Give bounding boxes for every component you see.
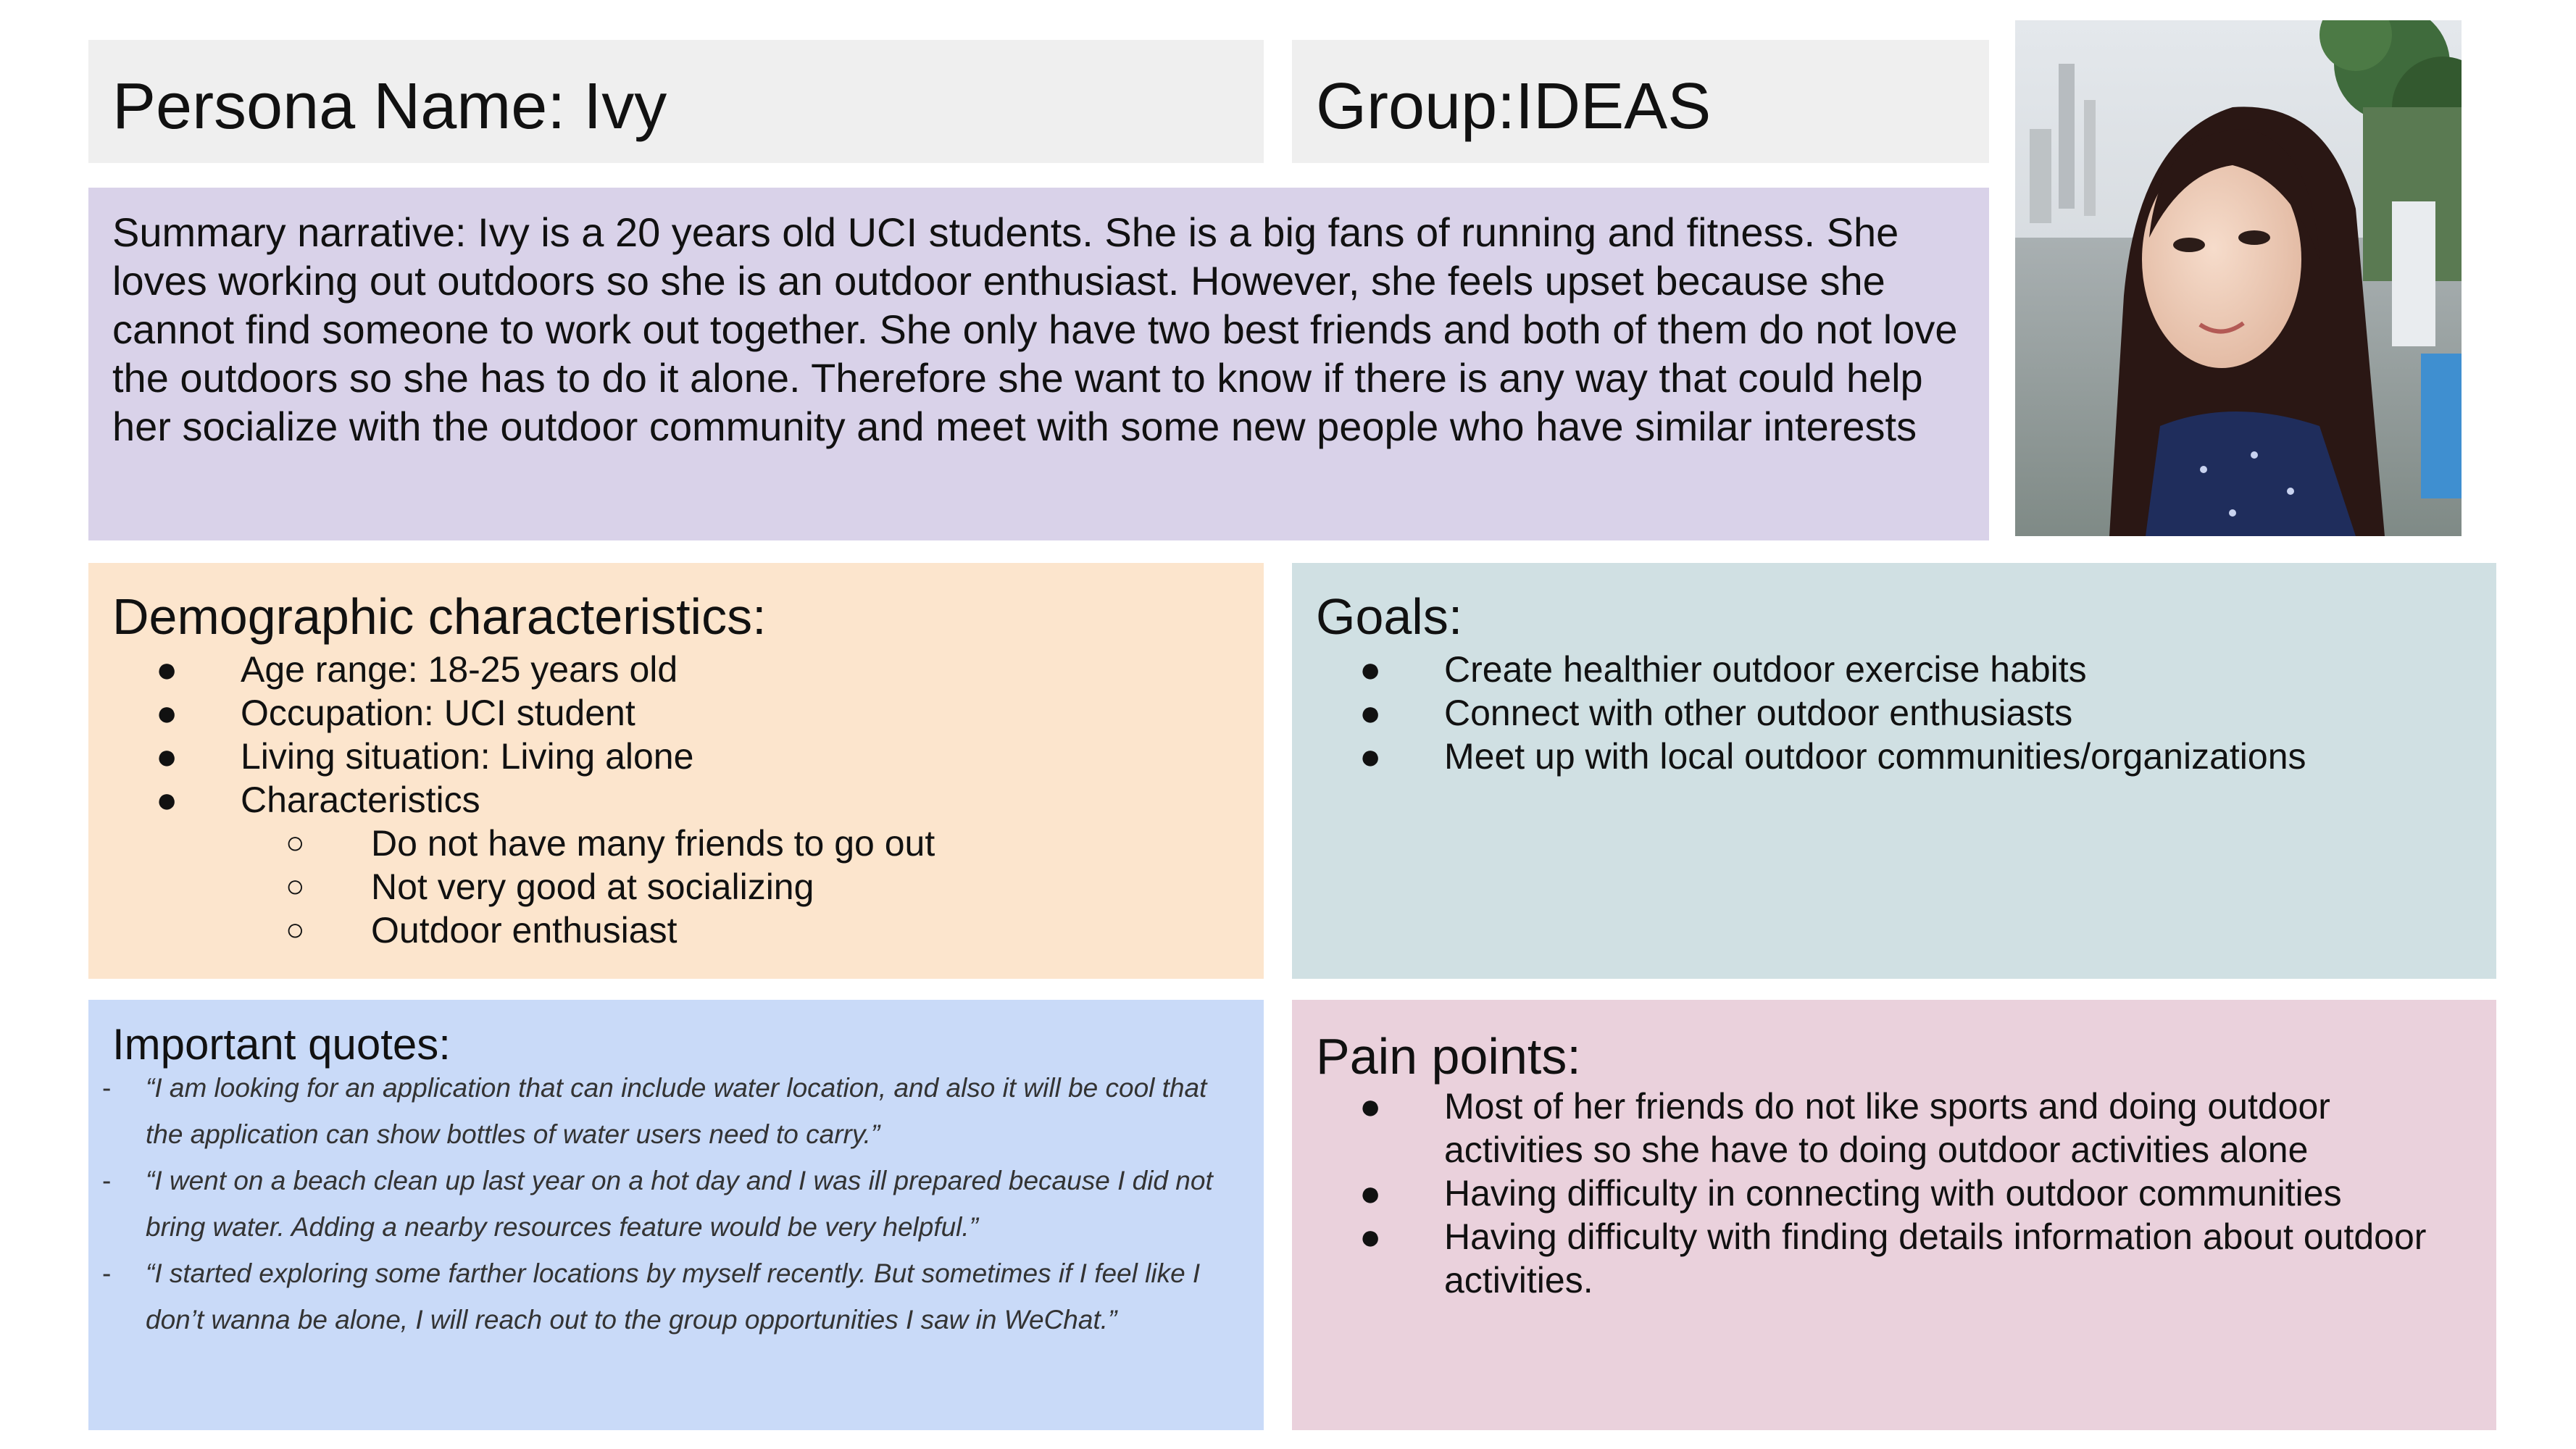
list-item: ● Characteristics xyxy=(156,780,480,820)
quote-item: - “I went on a beach clean up last year on a hot day and I was ill prepared because I did not bring water. Adding a nearby resources feature would be very helpful.” xyxy=(88,1158,1248,1250)
bullet-icon: ● xyxy=(156,736,178,777)
list-item: ● Occupation: UCI student xyxy=(156,693,635,733)
dash-icon: - xyxy=(102,1166,112,1195)
bullet-icon: ● xyxy=(1359,649,1382,690)
list-item: ● Living situation: Living alone xyxy=(156,736,694,777)
list-subitem: ○ Outdoor enthusiast xyxy=(285,910,678,951)
list-item: ● Connect with other outdoor enthusiasts xyxy=(1359,693,2073,733)
quotes-list xyxy=(88,1065,1248,1343)
demographics-box xyxy=(88,563,1264,979)
hollow-bullet-icon: ○ xyxy=(285,912,305,948)
list-item: ● Create healthier outdoor exercise habits xyxy=(1359,649,2087,690)
bullet-icon: ● xyxy=(1359,1173,1382,1214)
list-subitem: ○ Do not have many friends to go out xyxy=(285,823,935,864)
bullet-icon: ● xyxy=(156,780,178,820)
summary-narrative: Summary narrative: Ivy is a 20 years old UCI students. She is a big fans of running and fitness. She loves working out outdoors so she is an outdoor enthusiast. However, she feels upset because she cannot find someone to work out together. She only have two best friends and both of them do not love the outdoors so she has to do it alone. Therefore she want to know if there is any way that could help her socialize with the outdoor community and meet with some new people who have similar interests xyxy=(112,209,1958,449)
persona-photo-image xyxy=(2015,20,2462,536)
bullet-icon: ● xyxy=(1359,736,1382,777)
persona-photo xyxy=(2015,20,2462,536)
hollow-bullet-icon: ○ xyxy=(285,869,305,904)
pain-points-list xyxy=(1292,1085,2466,1302)
demographics-list xyxy=(88,648,935,952)
list-item: ● Meet up with local outdoor communities/organizations xyxy=(1359,736,2306,777)
bullet-icon: ● xyxy=(156,649,178,690)
quotes-title: Important quotes: xyxy=(112,1020,451,1069)
goals-title: Goals: xyxy=(1316,588,1463,645)
pain-points-title: Pain points: xyxy=(1316,1028,1581,1085)
dash-icon: - xyxy=(102,1258,112,1288)
list-item: ● Having difficulty in connecting with outdoor communities xyxy=(1359,1173,2342,1214)
bullet-icon: ● xyxy=(1359,1086,1382,1127)
quotes-box xyxy=(88,1000,1264,1430)
summary-box xyxy=(88,188,1989,540)
bullet-icon: ● xyxy=(1359,693,1382,733)
persona-name-box xyxy=(88,40,1264,163)
dash-icon: - xyxy=(102,1073,112,1103)
goals-box xyxy=(1292,563,2496,979)
list-item: ● Most of her friends do not like sports and doing outdoor activities so she have to doing outdoor activities alone xyxy=(1359,1086,2330,1170)
quote-item: - “I am looking for an application that can include water location, and also it will be cool that the application can show bottles of water users need to carry.” xyxy=(88,1065,1248,1158)
hollow-bullet-icon: ○ xyxy=(285,825,305,861)
bullet-icon: ● xyxy=(1359,1216,1382,1257)
goals-list xyxy=(1292,648,2306,778)
group-box xyxy=(1292,40,1989,163)
quote-item: - “I started exploring some farther locations by myself recently. But sometimes if I feel like I don’t wanna be alone, I will reach out to the group opportunities I saw in WeChat.” xyxy=(88,1250,1248,1343)
list-subitem: ○ Not very good at socializing xyxy=(285,867,814,907)
list-item: ● Having difficulty with finding details information about outdoor activities. xyxy=(1359,1216,2427,1300)
demographics-title: Demographic characteristics: xyxy=(112,588,767,645)
list-item: ● Age range: 18-25 years old xyxy=(156,649,678,690)
bullet-icon: ● xyxy=(156,693,178,733)
persona-name: Persona Name: Ivy xyxy=(112,70,667,143)
group-label: Group:IDEAS xyxy=(1316,70,1712,143)
pain-points-box xyxy=(1292,1000,2496,1430)
